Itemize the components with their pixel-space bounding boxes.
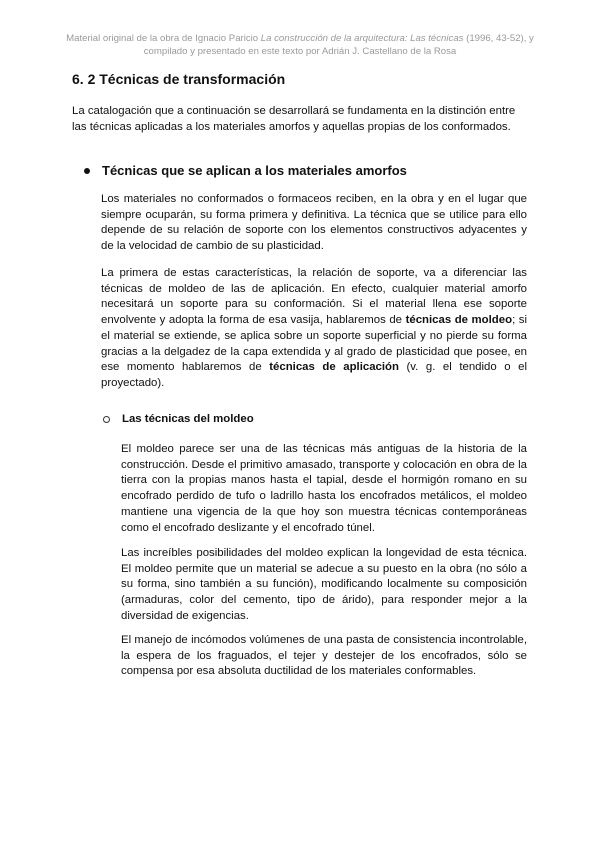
header-line1-suffix: (1996, 43-52), y xyxy=(463,33,534,44)
p2-text-a: La primera de estas características, la relación de soporte, va a diferenciar las técnicas de moldeo de las de aplicación. En efecto, cualquier material amorfo necesitará un soporte para su conformación. Si el material llena ese soporte envolvente y adopta la forma de esa vasija, hablaremos de xyxy=(101,267,527,327)
paragraph-support-relation xyxy=(101,266,527,392)
intro-paragraph: La catalogación que a continuación se desarrollará se fundamenta en la distinción entre las técnicas aplicadas a los materiales amorfos y aquellas propias de los conformados. xyxy=(72,105,516,133)
paragraph-molding-history: El moldeo parece ser una de las técnicas más antiguas de la historia de la construcción. Desde el primitivo amasado, transporte y colocación en obra de la tierra con la propias manos hasta el tapial, desde el hormigón romano en su encofrado perdido de tufo o ladrillo hasta los encofrados metálicos, el moldeo mantiene una vigencia de la que hoy son muestra técnicas contemporáneas como el encofrado deslizante y el encofrado túnel. xyxy=(121,443,527,534)
bullet-ring-icon xyxy=(103,416,110,423)
paragraph-molding-drawbacks: El manejo de incómodos volúmenes de una pasta de consistencia incontrolable, la espera de los fraguados, el tejer y destejer de los encofrados, sólo se compensa por esa absoluta ductilidad de los materiales conformables. xyxy=(121,634,527,678)
bullet-heading xyxy=(84,163,407,178)
header-line1-prefix: Material original de la obra de Ignacio Paricio xyxy=(66,33,261,44)
page-header xyxy=(60,32,540,58)
paragraph-molding-possibilities: Las increíbles posibilidades del moldeo explican la longevidad de esta técnica. El moldeo permite que un material se adecue a su puesto en la obra (no sólo a su forma, sino también a su función), modificando localmente su composición (armaduras, color del cemento, tipo de árido), para responder mejor a la diversidad de exigencias. xyxy=(121,547,527,622)
term-molding-techniques: técnicas de moldeo xyxy=(405,314,513,327)
header-book-title: La construcción de la arquitectura: Las técnicas xyxy=(260,33,464,44)
header-line2: compilado y presentado en este texto por Adrián J. Castellano de la Rosa xyxy=(143,46,457,57)
bullet-heading-text: Técnicas que se aplican a los materiales amorfos xyxy=(102,163,407,178)
p2-text-c: ; si el material se extiende, se aplica sobre un soporte superficial y no pierde su forma gracias a la delgadez de la capa extendida y al grado de plasticidad que posee, en ese momento hablaremos de xyxy=(101,314,527,374)
paragraph-amorphous-intro: Los materiales no conformados o formaceos reciben, en la obra y en el lugar que siempre ocuparán, su forma primera y definitiva. La técnica que se utilice para ello depende de su relación de soporte con los elementos constructivos adyacentes y de la velocidad de cambio de su plasticidad. xyxy=(101,193,527,253)
p2-text-d: (v. g. el tendido o el proyectado). xyxy=(101,361,528,389)
section-title: 6. 2 Técnicas de transformación xyxy=(72,71,286,87)
sub-heading xyxy=(103,413,254,425)
sub-heading-text: Las técnicas del moldeo xyxy=(122,413,254,425)
bullet-dot-icon xyxy=(84,168,90,174)
term-application-techniques: técnicas de aplicación xyxy=(269,361,399,374)
